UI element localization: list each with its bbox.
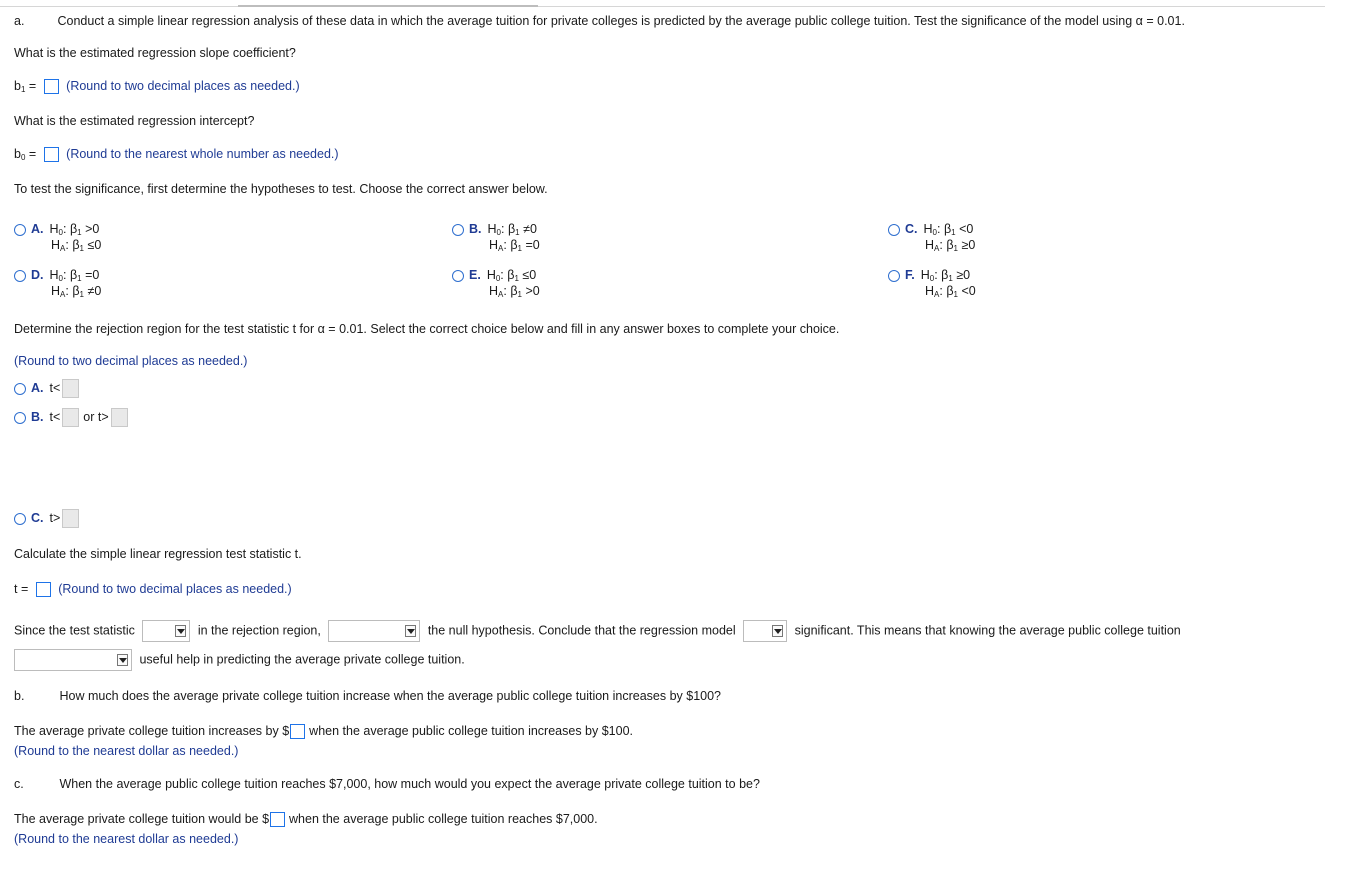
null-hypothesis: $H_0$: $\beta_1 >0$ — [49, 222, 100, 237]
part-b-answer-row — [14, 724, 633, 739]
part-b-answer-suffix: when the average public college tuition increases by $100. — [309, 724, 633, 738]
rejection-a-input[interactable] — [62, 379, 79, 398]
alternative-hypothesis: $H_A$: $\beta_1 =0$ — [489, 238, 540, 253]
conclusion-row-2 — [14, 649, 465, 671]
option-letter: B. — [31, 409, 44, 424]
alternative-hypothesis: $H_A$: $\beta_1 \ne 0$ — [51, 284, 102, 299]
dropdown-arrow-icon — [772, 625, 783, 637]
rejection-option-b[interactable] — [14, 408, 130, 427]
part-b-question-row — [14, 689, 721, 703]
option-letter: E. — [469, 268, 481, 282]
part-c-answer-row — [14, 812, 598, 827]
top-divider — [0, 6, 1325, 7]
radio-icon[interactable] — [452, 270, 464, 282]
hypothesis-option-c[interactable] — [888, 222, 976, 253]
useful-help-dropdown[interactable] — [14, 649, 132, 671]
radio-icon[interactable] — [14, 270, 26, 282]
part-c-question: When the average public college tuition reaches $7,000, how much would you expect the average private college tuition to be? — [59, 777, 760, 791]
alternative-hypothesis: $H_A$: $\beta_1 <0$ — [925, 284, 976, 299]
is-isnot-dropdown[interactable] — [142, 620, 190, 642]
part-c-answer-suffix: when the average public college tuition reaches $7,000. — [289, 812, 598, 826]
rejection-prompt: Determine the rejection region for the test statistic t for α = 0.01. Select the correct choice below and fill in any answer boxes to complete your choice. — [14, 322, 840, 336]
part-b-question: How much does the average private college tuition increase when the average public college tuition increases by $100? — [59, 689, 722, 703]
tstat-answer-row — [14, 582, 292, 597]
radio-icon[interactable] — [14, 224, 26, 236]
slope-prefix: $b_1$ = — [14, 79, 37, 94]
null-hypothesis: $H_0$: $\beta_1 =0$ — [49, 268, 100, 283]
hypothesis-option-e[interactable] — [452, 268, 540, 299]
part-a-question: Conduct a simple linear regression analysis of these data in which the average tuition for private colleges is predicted by the average public college tuition. Test the significance of the model using α = 0.01. — [57, 14, 1185, 28]
hypothesis-option-b[interactable] — [452, 222, 540, 253]
option-text: t< — [49, 380, 61, 395]
rejection-c-input[interactable] — [62, 509, 79, 528]
tstat-prefix: t = — [14, 582, 29, 596]
part-b-answer-prefix: The average private college tuition increases by $ — [14, 724, 290, 738]
conclusion-text-4: significant. This means that knowing the average public college tuition — [794, 623, 1181, 638]
part-c-answer-prefix: The average private college tuition would be $ — [14, 812, 270, 826]
hypothesis-option-a[interactable] — [14, 222, 102, 253]
intercept-input[interactable] — [44, 147, 59, 162]
option-letter: C. — [31, 510, 44, 525]
rejection-option-a[interactable] — [14, 379, 81, 398]
top-divider-accent — [238, 5, 538, 7]
part-a-label: a. — [14, 14, 25, 28]
radio-icon[interactable] — [888, 270, 900, 282]
conclusion-row-1 — [14, 620, 1181, 642]
slope-answer-row — [14, 79, 300, 94]
null-hypothesis: $H_0$: $\beta_1 <0$ — [923, 222, 974, 237]
part-b-label: b. — [14, 689, 25, 703]
rejection-b-upper-input[interactable] — [111, 408, 128, 427]
tstat-hint: (Round to two decimal places as needed.) — [58, 582, 292, 596]
radio-icon[interactable] — [452, 224, 464, 236]
conclusion-text-3: the null hypothesis. Conclude that the regression model — [427, 623, 736, 638]
slope-question: What is the estimated regression slope coefficient? — [14, 46, 296, 60]
part-a-question-row — [14, 14, 1185, 28]
slope-hint: (Round to two decimal places as needed.) — [66, 79, 300, 93]
part-c-hint: (Round to the nearest dollar as needed.) — [14, 832, 239, 846]
option-letter: A. — [31, 380, 44, 395]
radio-icon[interactable] — [14, 412, 26, 424]
option-letter: C. — [905, 222, 918, 236]
alternative-hypothesis: $H_A$: $\beta_1 \ge 0$ — [925, 238, 976, 253]
option-letter: F. — [905, 268, 915, 282]
null-hypothesis: $H_0$: $\beta_1 \le 0$ — [486, 268, 537, 283]
null-hypothesis: $H_0$: $\beta_1 \ge 0$ — [920, 268, 971, 283]
tstat-input[interactable] — [36, 582, 51, 597]
radio-icon[interactable] — [14, 383, 26, 395]
option-text: t< — [49, 409, 61, 424]
option-letter: B. — [469, 222, 482, 236]
conclusion-text-2: in the rejection region, — [197, 623, 321, 638]
conclusion-text-1: Since the test statistic — [14, 623, 135, 638]
null-hypothesis: $H_0$: $\beta_1 \ne 0$ — [487, 222, 537, 237]
part-c-question-row — [14, 777, 760, 791]
part-b-input[interactable] — [290, 724, 305, 739]
reject-decision-dropdown[interactable] — [328, 620, 420, 642]
hypotheses-prompt: To test the significance, first determine the hypotheses to test. Choose the correct answer below. — [14, 182, 548, 196]
alternative-hypothesis: $H_A$: $\beta_1 \le 0$ — [51, 238, 102, 253]
radio-icon[interactable] — [888, 224, 900, 236]
intercept-answer-row — [14, 147, 339, 162]
tstat-prompt: Calculate the simple linear regression test statistic t. — [14, 547, 302, 561]
option-letter: D. — [31, 268, 44, 282]
option-text: t> — [49, 510, 61, 525]
rejection-hint: (Round to two decimal places as needed.) — [14, 354, 248, 368]
part-b-hint: (Round to the nearest dollar as needed.) — [14, 744, 239, 758]
intercept-question: What is the estimated regression intercept? — [14, 114, 255, 128]
option-mid-text: or t> — [83, 409, 109, 424]
dropdown-arrow-icon — [117, 654, 128, 666]
hypothesis-option-f[interactable] — [888, 268, 976, 299]
alternative-hypothesis: $H_A$: $\beta_1 >0$ — [489, 284, 540, 299]
rejection-option-c[interactable] — [14, 509, 81, 528]
conclusion-text-5: useful help in predicting the average private college tuition. — [139, 652, 465, 667]
rejection-b-lower-input[interactable] — [62, 408, 79, 427]
intercept-prefix: $b_0$ = — [14, 147, 37, 162]
radio-icon[interactable] — [14, 513, 26, 525]
dropdown-arrow-icon — [175, 625, 186, 637]
model-significance-dropdown[interactable] — [743, 620, 787, 642]
part-c-label: c. — [14, 777, 24, 791]
slope-input[interactable] — [44, 79, 59, 94]
intercept-hint: (Round to the nearest whole number as needed.) — [66, 147, 339, 161]
option-letter: A. — [31, 222, 44, 236]
part-c-input[interactable] — [270, 812, 285, 827]
dropdown-arrow-icon — [405, 625, 416, 637]
hypothesis-option-d[interactable] — [14, 268, 102, 299]
